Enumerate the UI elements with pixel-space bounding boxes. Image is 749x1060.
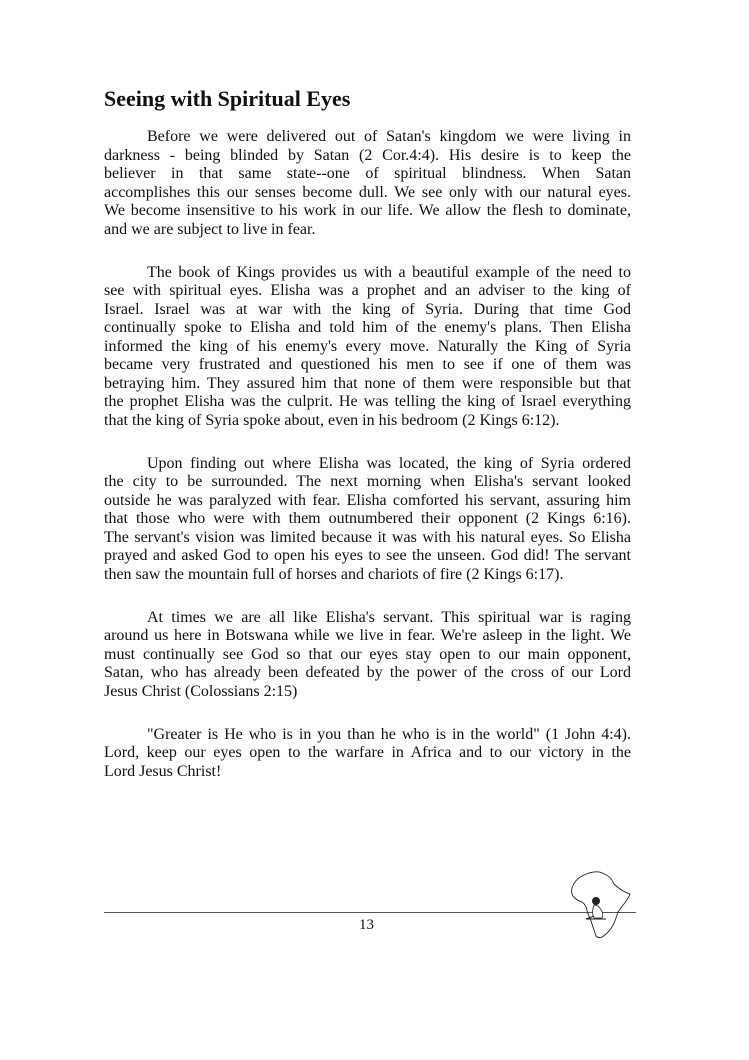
text-line: must continually see God so that our eyes stay open to our main opponent, — [104, 645, 631, 663]
text-line: around us here in Botswana while we live in fear. We're asleep in the light. We — [104, 627, 631, 644]
text-line: Before we were delivered out of Satan's kingdom we were living in — [147, 128, 631, 145]
text-line: informed the king of his enemy's every move. Naturally the King of Syria — [104, 337, 631, 355]
text-line: At times we are all like Elisha's servant. This spiritual war is raging — [147, 608, 631, 626]
text-line: that the king of Syria spoke about, even in his bedroom (2 Kings 6:12). — [104, 411, 560, 429]
text-line: see with spiritual eyes. Elisha was a prophet and an adviser to the king of — [104, 282, 631, 299]
text-line: "Greater is He who is in you than he who is in the world" (1 John 4:4). — [147, 725, 631, 743]
text-line: Upon finding out where Elisha was located, the king of Syria ordered — [147, 454, 631, 472]
text-line: and we are subject to live in fear. — [104, 220, 316, 238]
text-line: darkness - being blinded by Satan (2 Cor.4:4). His desire is to keep the — [104, 146, 631, 164]
text-line: betraying him. They assured him that none of them were responsible but that — [104, 374, 631, 392]
text-line: The servant's vision was limited because it was with his natural eyes. So Elisha — [104, 528, 631, 546]
text-line: continually spoke to Elisha and told him of the enemy's plans. Then Elisha — [104, 319, 631, 336]
text-line: accomplishes this our senses become dull. We see only with our natural eyes. — [104, 183, 631, 201]
text-line: Lord, keep our eyes open to the warfare in Africa and to our victory in the — [104, 744, 631, 761]
text-line: the prophet Elisha was the culprit. He was telling the king of Israel everything — [104, 393, 631, 410]
page-number: 13 — [359, 917, 374, 933]
text-line: believer in that same state--one of spiritual blindness. When Satan — [104, 165, 631, 182]
text-line: then saw the mountain full of horses and chariots of fire (2 Kings 6:17). — [104, 565, 564, 583]
page-title: Seeing with Spiritual Eyes — [104, 86, 351, 111]
africa-map-kneeling-figure-icon — [562, 866, 642, 946]
footer-rule — [104, 912, 636, 913]
text-line: prayed and asked God to open his eyes to see the unseen. God did! The servant — [104, 547, 631, 564]
paragraph — [104, 726, 631, 782]
paragraph — [104, 609, 631, 702]
document-body — [104, 128, 631, 806]
text-line: Lord Jesus Christ! — [104, 762, 222, 780]
text-line: that those who were with them outnumbered their opponent (2 Kings 6:16). — [104, 510, 631, 527]
paragraph — [104, 128, 631, 239]
text-line: We become insensitive to his work in our life. We allow the flesh to dominate, — [104, 202, 631, 219]
paragraph — [104, 264, 631, 431]
text-line: Jesus Christ (Colossians 2:15) — [104, 682, 298, 700]
text-line: became very frustrated and questioned his men to see if one of them was — [104, 356, 631, 373]
paragraph — [104, 455, 631, 585]
text-line: outside he was paralyzed with fear. Elisha comforted his servant, assuring him — [104, 491, 631, 509]
text-line: Israel. Israel was at war with the king of Syria. During that time God — [104, 300, 631, 318]
text-line: The book of Kings provides us with a beautiful example of the need to — [147, 263, 631, 281]
text-line: Satan, who has already been defeated by the power of the cross of our Lord — [104, 664, 631, 681]
text-line: the city to be surrounded. The next morning when Elisha's servant looked — [104, 473, 631, 490]
